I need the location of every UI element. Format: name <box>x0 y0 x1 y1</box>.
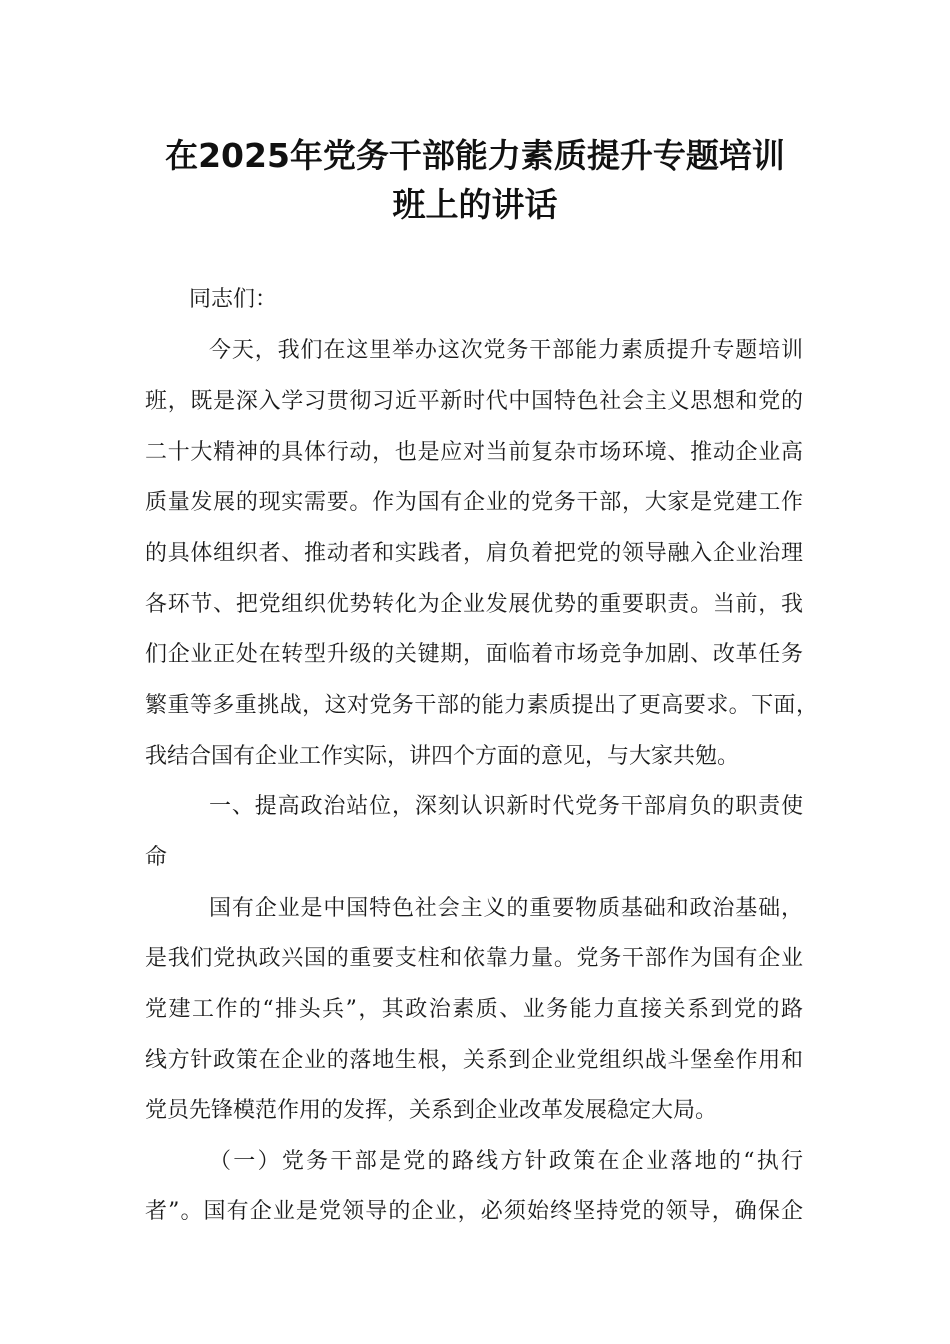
text-line: 今天，我们在这里举办这次党务干部能力素质提升专题培训 <box>209 338 803 363</box>
text-line: 者”。国有企业是党领导的企业，必须始终坚持党的领导，确保企 <box>145 1199 803 1224</box>
salutation: 同志们： <box>189 287 278 312</box>
text-line: 二十大精神的具体行动，也是应对当前复杂市场环境、推动企业高 <box>145 440 803 465</box>
text-line: 线方针政策在企业的落地生根，关系到企业党组织战斗堡垒作用和 <box>145 1048 803 1073</box>
document-title-line-1: 在2025年党务干部能力素质提升专题培训 <box>165 136 785 175</box>
text-line: 命 <box>145 845 168 870</box>
text-line: （一）党务干部是党的路线方针政策在企业落地的“执行 <box>209 1149 803 1174</box>
text-line: 国有企业是中国特色社会主义的重要物质基础和政治基础， <box>209 896 803 921</box>
text-line: 党员先锋模范作用的发挥，关系到企业改革发展稳定大局。 <box>145 1098 718 1123</box>
text-line: 是我们党执政兴国的重要支柱和依靠力量。党务干部作为国有企业 <box>145 946 803 971</box>
text-line: 的具体组织者、推动者和实践者，肩负着把党的领导融入企业治理 <box>145 541 803 566</box>
text-line: 质量发展的现实需要。作为国有企业的党务干部，大家是党建工作 <box>145 490 803 515</box>
text-line: 各环节、把党组织优势转化为企业发展优势的重要职责。当前，我 <box>145 592 803 617</box>
document-title-line-2: 班上的讲话 <box>392 185 558 224</box>
text-line: 一、提高政治站位，深刻认识新时代党务干部肩负的职责使 <box>209 794 803 819</box>
text-line: 们企业正处在转型升级的关键期，面临着市场竞争加剧、改革任务 <box>145 642 803 667</box>
text-line: 班，既是深入学习贯彻习近平新时代中国特色社会主义思想和党的 <box>145 389 803 414</box>
text-line: 繁重等多重挑战，这对党务干部的能力素质提出了更高要求。下面， <box>145 693 818 718</box>
text-line: 党建工作的“排头兵”，其政治素质、业务能力直接关系到党的路 <box>145 997 803 1022</box>
text-line: 我结合国有企业工作实际，讲四个方面的意见，与大家共勉。 <box>145 744 740 769</box>
